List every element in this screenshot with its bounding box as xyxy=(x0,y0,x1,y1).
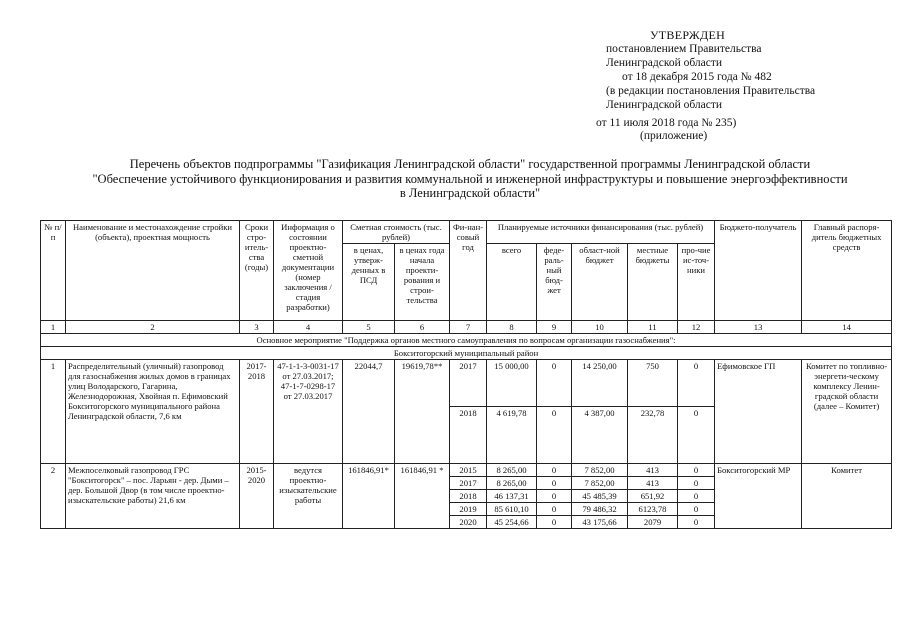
header-cost-psd: в ценах, утверж-денных в ПСД xyxy=(343,244,395,321)
regional-cell: 79 486,32 xyxy=(572,503,628,516)
col-number: 13 xyxy=(715,321,802,334)
other-cell: 0 xyxy=(678,360,715,407)
object-cost-psd: 161846,91* xyxy=(343,464,395,529)
regional-cell: 7 852,00 xyxy=(572,464,628,477)
approval-line: постановлением Правительства xyxy=(606,43,762,55)
total-cell: 45 254,66 xyxy=(487,516,537,529)
heading-line: в Ленинградской области" xyxy=(399,186,541,200)
approval-line: Ленинградской области xyxy=(606,57,723,69)
other-cell: 0 xyxy=(678,477,715,490)
object-terms: 2017-2018 xyxy=(240,360,274,464)
total-cell: 15 000,00 xyxy=(487,360,537,407)
other-cell: 0 xyxy=(678,503,715,516)
header-local: местные бюджеты xyxy=(628,244,678,321)
local-cell: 651,92 xyxy=(628,490,678,503)
section-row xyxy=(41,334,892,347)
col-number: 11 xyxy=(628,321,678,334)
header-num: № п/п xyxy=(41,221,66,321)
other-cell: 0 xyxy=(678,516,715,529)
federal-cell: 0 xyxy=(537,503,572,516)
object-num: 1 xyxy=(41,360,66,464)
heading-line: Перечень объектов подпрограммы "Газификация Ленинградской области" государственной программы Ленинградской области xyxy=(129,157,811,171)
total-cell: 8 265,00 xyxy=(487,477,537,490)
total-cell: 8 265,00 xyxy=(487,464,537,477)
header-row xyxy=(41,221,892,244)
col-number: 9 xyxy=(537,321,572,334)
object-manager: Комитет по топливно-энергети-ческому комплексу Ленин-градской области (далее – Комитет) xyxy=(802,360,892,464)
local-cell: 750 xyxy=(628,360,678,407)
object-cost-start: 161846,91 * xyxy=(395,464,450,529)
object-name: Межпоселковый газопровод ГРС "Бокситогорск" – пос. Ларьян - дер. Дыми – дер. Большой Двор (в том числе проектно-изыскательские работы) 21,6 км xyxy=(66,464,240,529)
year-cell: 2018 xyxy=(450,490,487,503)
table-row xyxy=(41,464,892,477)
district-title: Бокситогорский муниципальный район xyxy=(41,347,892,360)
approval-line: от 18 декабря 2015 года № 482 xyxy=(622,71,772,83)
approval-line: (в редакции постановления Правительства xyxy=(606,85,816,97)
object-docs: 47-1-1-3-0031-17 от 27.03.2017; 47-1-7-0298-17 от 27.03.2017 xyxy=(274,360,343,464)
col-number: 2 xyxy=(66,321,240,334)
regional-cell: 14 250,00 xyxy=(572,360,628,407)
local-cell: 6123,78 xyxy=(628,503,678,516)
approval-line: от 11 июля 2018 года № 235) xyxy=(596,117,737,129)
federal-cell: 0 xyxy=(537,477,572,490)
local-cell: 232,78 xyxy=(628,407,678,464)
col-number: 5 xyxy=(343,321,395,334)
federal-cell: 0 xyxy=(537,490,572,503)
federal-cell: 0 xyxy=(537,464,572,477)
header-cost-start: в ценах года начала проекти-рования и строи-тельства xyxy=(395,244,450,321)
year-cell: 2015 xyxy=(450,464,487,477)
object-docs: ведутся проектно-изыскательские работы xyxy=(274,464,343,529)
year-cell: 2018 xyxy=(450,407,487,464)
col-number: 7 xyxy=(450,321,487,334)
federal-cell: 0 xyxy=(537,516,572,529)
header-cost: Сметная стоимость (тыс. рублей) xyxy=(343,221,450,244)
table-row xyxy=(41,360,892,407)
section-title: Основное мероприятие "Поддержка органов местного самоуправления по вопросам организации газоснабжения": xyxy=(41,334,892,347)
header-docs: Информация о состоянии проектно-сметной документации (номер заключения / стадия разработки) xyxy=(274,221,343,321)
col-number: 14 xyxy=(802,321,892,334)
header-federal: феде-раль-ный бюд-жет xyxy=(537,244,572,321)
other-cell: 0 xyxy=(678,464,715,477)
regional-cell: 7 852,00 xyxy=(572,477,628,490)
local-cell: 413 xyxy=(628,464,678,477)
header-terms: Сроки стро-итель-ства (годы) xyxy=(240,221,274,321)
col-number: 10 xyxy=(572,321,628,334)
total-cell: 4 619,78 xyxy=(487,407,537,464)
object-cost-psd: 22044,7 xyxy=(343,360,395,464)
header-fin-year: Фи-нан-совый год xyxy=(450,221,487,321)
object-terms: 2015-2020 xyxy=(240,464,274,529)
document-heading xyxy=(40,157,900,201)
object-recipient: Ефимовское ГП xyxy=(715,360,802,464)
object-manager: Комитет xyxy=(802,464,892,529)
total-cell: 85 610,10 xyxy=(487,503,537,516)
approval-line: (приложение) xyxy=(640,130,708,142)
col-number: 8 xyxy=(487,321,537,334)
local-cell: 413 xyxy=(628,477,678,490)
district-row xyxy=(41,347,892,360)
col-number: 12 xyxy=(678,321,715,334)
object-name: Распределительный (уличный) газопровод для газоснабжения жилых домов в границах улиц Володарского, Гагарина, Железнодорожная, Хвойная п. Ефимовский Бокситогорского муниципального района Ленинградской области, 7,6 км xyxy=(66,360,240,464)
year-cell: 2017 xyxy=(450,477,487,490)
object-num: 2 xyxy=(41,464,66,529)
header-recipient: Бюджето-получатель xyxy=(715,221,802,321)
regional-cell: 45 485,39 xyxy=(572,490,628,503)
other-cell: 0 xyxy=(678,490,715,503)
header-total: всего xyxy=(487,244,537,321)
year-cell: 2017 xyxy=(450,360,487,407)
other-cell: 0 xyxy=(678,407,715,464)
year-cell: 2019 xyxy=(450,503,487,516)
total-cell: 46 137,31 xyxy=(487,490,537,503)
regional-cell: 43 175,66 xyxy=(572,516,628,529)
approval-line: Ленинградской области xyxy=(606,99,723,111)
header-regional: област-ной бюджет xyxy=(572,244,628,321)
header-sources: Планируемые источники финансирования (тыс. рублей) xyxy=(487,221,715,244)
header-manager: Главный распоря-дитель бюджетных средств xyxy=(802,221,892,321)
approval-title: УТВЕРЖДЕН xyxy=(650,28,726,42)
object-recipient: Бокситогорский МР xyxy=(715,464,802,529)
heading-line: "Обеспечение устойчивого функционирования и развития коммунальной и инженерной инфраструктуры и повышение энергоэффективности xyxy=(92,171,848,186)
federal-cell: 0 xyxy=(537,360,572,407)
col-number: 1 xyxy=(41,321,66,334)
col-number: 4 xyxy=(274,321,343,334)
federal-cell: 0 xyxy=(537,407,572,464)
column-number-row xyxy=(41,321,892,334)
object-cost-start: 19619,78** xyxy=(395,360,450,464)
objects-table xyxy=(40,220,892,529)
col-number: 6 xyxy=(395,321,450,334)
header-other: про-чие ис-точ-ники xyxy=(678,244,715,321)
local-cell: 2079 xyxy=(628,516,678,529)
header-name: Наименование и местонахождение стройки (объекта), проектная мощность xyxy=(66,221,240,321)
year-cell: 2020 xyxy=(450,516,487,529)
col-number: 3 xyxy=(240,321,274,334)
regional-cell: 4 387,00 xyxy=(572,407,628,464)
